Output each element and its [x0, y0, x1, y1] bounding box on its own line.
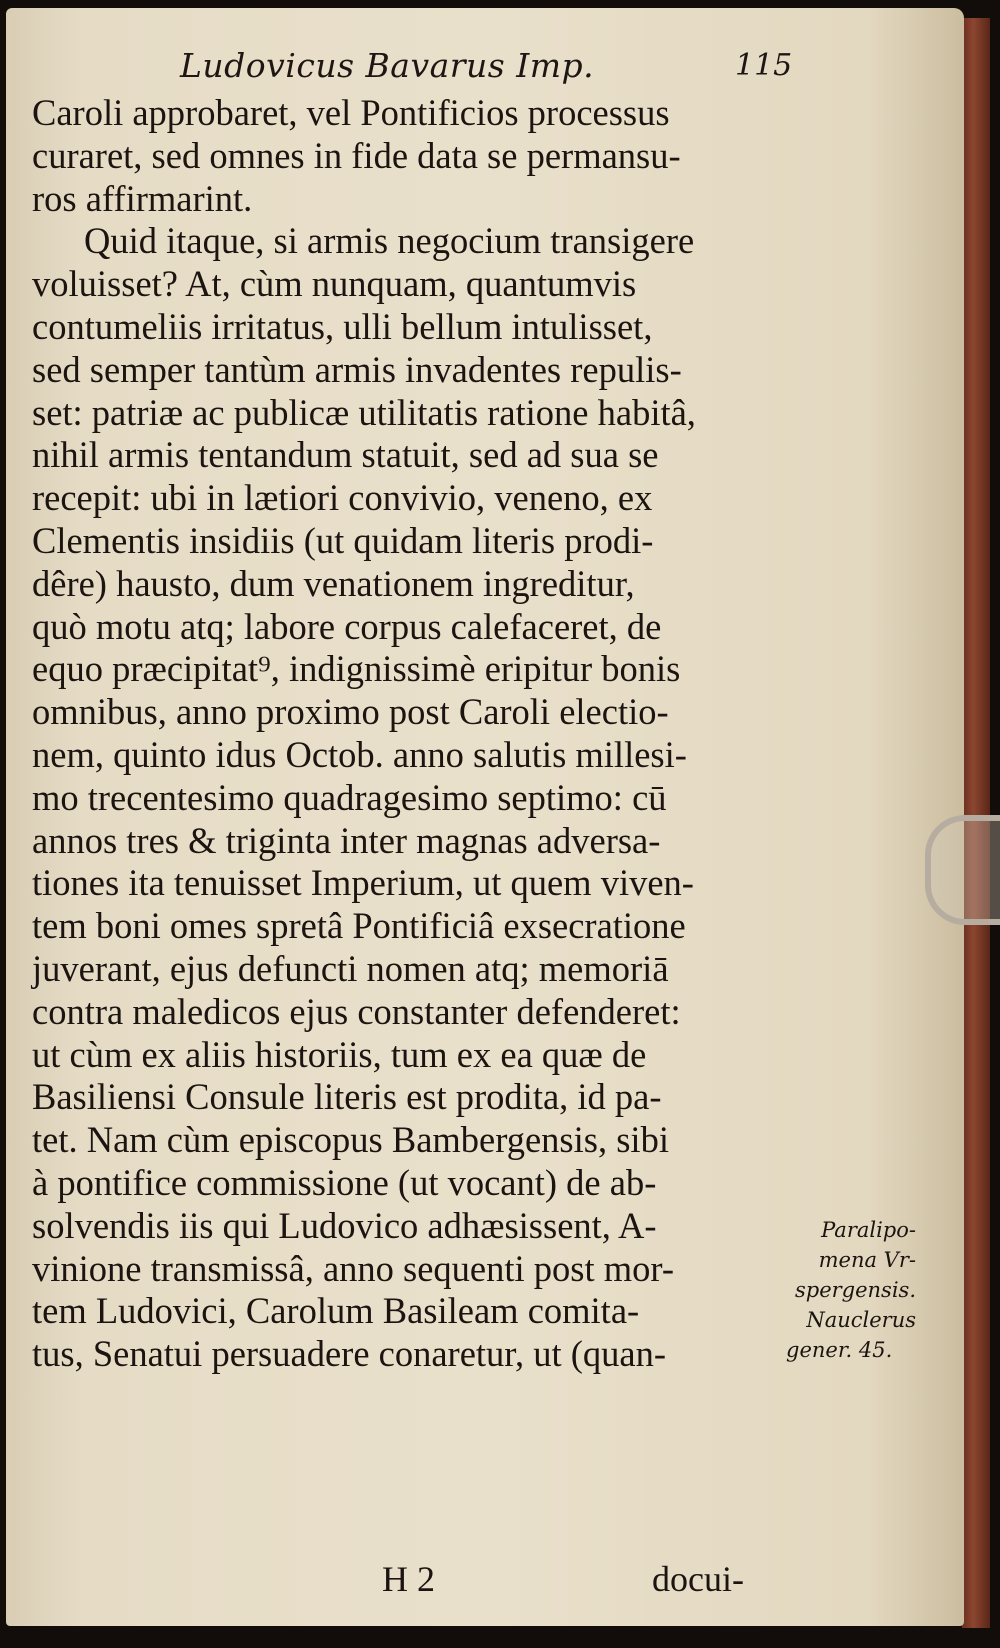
- text-line: solvendis iis qui Ludovico adhæsissent, A-: [32, 1204, 657, 1246]
- marginal-note: [786, 1215, 916, 1365]
- page-clip: [925, 815, 1000, 925]
- text-line: tem boni omes spretâ Pontificiâ exsecratione: [32, 905, 686, 947]
- page-number: 115: [735, 48, 793, 83]
- text-line: vinione transmissâ, anno sequenti post mor-: [32, 1247, 674, 1289]
- text-line: mo trecentesimo quadragesimo septimo: cū: [32, 776, 667, 818]
- paragraph-start-line: Quid itaque, si armis negocium transigere: [84, 220, 695, 262]
- body-text: [32, 92, 784, 1376]
- text-line: ros affirmarint.: [32, 177, 253, 219]
- text-line: tus, Senatui persuadere conaretur, ut (quan-: [32, 1333, 667, 1375]
- text-line: equo præcipitat⁹, indignissimè eripitur bonis: [32, 648, 681, 690]
- running-title: Ludovicus Bavarus Imp.: [180, 46, 595, 85]
- text-line: Clementis insidiis (ut quidam literis prodi-: [32, 519, 654, 561]
- text-line: Caroli approbaret, vel Pontificios processus: [32, 92, 670, 133]
- text-line: voluisset? At, cùm nunquam, quantumvis: [32, 263, 637, 305]
- text-line: curaret, sed omnes in fide data se permansu-: [32, 134, 681, 176]
- text-line: Basiliensi Consule literis est prodita, id pa-: [32, 1076, 662, 1118]
- text-line: sed semper tantùm armis invadentes repulis-: [32, 348, 682, 390]
- text-line: contumeliis irritatus, ulli bellum intulisset,: [32, 305, 653, 347]
- text-line: tet. Nam cùm episcopus Bambergensis, sibi: [32, 1119, 669, 1161]
- catchword: docui-: [652, 1559, 744, 1599]
- text-line: juverant, ejus defuncti nomen atq; memoriā: [32, 947, 669, 989]
- text-line: à pontifice commissione (ut vocant) de ab-: [32, 1161, 657, 1203]
- text-line: tiones ita tenuisset Imperium, ut quem viven-: [32, 862, 694, 904]
- text-line: nem, quinto idus Octob. anno salutis millesi-: [32, 733, 687, 775]
- signature-mark: H 2: [382, 1559, 435, 1599]
- text-line: omnibus, anno proximo post Caroli electio-: [32, 691, 669, 733]
- marginal-note-line: Paralipo-: [821, 1218, 916, 1242]
- text-line: recepit: ubi in lætiori convivio, veneno, ex: [32, 477, 653, 519]
- text-line: nihil armis tentandum statuit, sed ad sua se: [32, 434, 659, 476]
- text-line: set: patriæ ac publicæ utilitatis ratione habitâ,: [32, 391, 696, 433]
- marginal-note-line: mena Vr-: [818, 1248, 916, 1272]
- text-line: quò motu atq; labore corpus calefaceret, de: [32, 605, 662, 647]
- text-line: dêre) hausto, dum venationem ingreditur,: [32, 562, 635, 604]
- text-line: tem Ludovici, Carolum Basileam comita-: [32, 1290, 640, 1332]
- text-line: contra maledicos ejus constanter defenderet:: [32, 990, 681, 1032]
- marginal-note-line: gener. 45.: [786, 1338, 893, 1362]
- text-line: annos tres & triginta inter magnas adversa-: [32, 819, 661, 861]
- marginal-note-line: spergensis.: [794, 1278, 916, 1302]
- text-line: ut cùm ex aliis historiis, tum ex ea quæ de: [32, 1033, 647, 1075]
- marginal-note-line: Nauclerus: [806, 1308, 916, 1332]
